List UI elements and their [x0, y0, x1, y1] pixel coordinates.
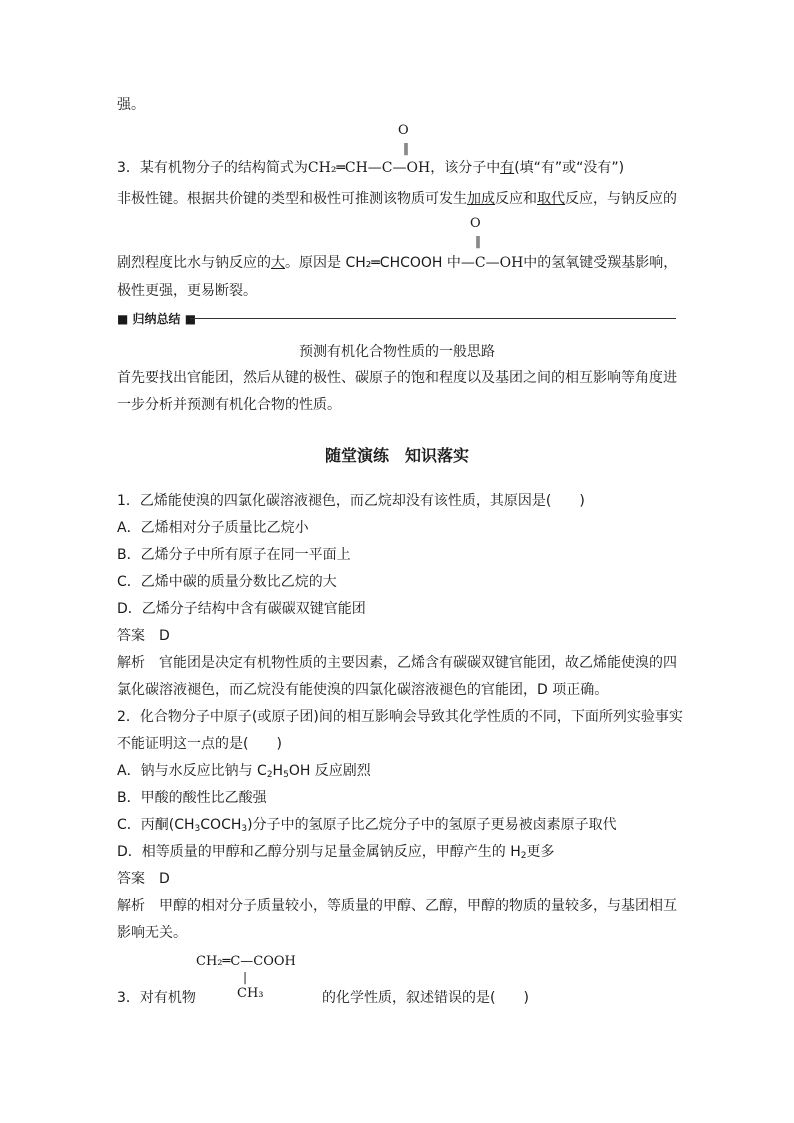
q3-formula-bond: | — [243, 970, 248, 984]
q2-option-c: C．丙酮$(CH_3COCH_3)$分子中的氢原子比乙烷分子中的氢原子更易被卤素原子取代 — [117, 817, 617, 834]
q1-option-a: A．乙烯相对分子质量比乙烷小 — [117, 520, 309, 536]
q1-option-d: D．乙烯分子结构中含有碳碳双键官能团 — [117, 601, 366, 617]
answer-blank-addition: 加成 — [467, 191, 495, 207]
q3-pre-line4: 极性更强，更易断裂。 — [117, 283, 257, 299]
q3-formula-methyl: CH₃ — [237, 986, 264, 1001]
answer-blank-you: 有 — [500, 160, 515, 176]
q1-option-c: C．乙烯中碳的质量分数比乙烷的大 — [117, 574, 337, 590]
carbonyl-oxygen: O — [398, 123, 409, 138]
summary-divider — [190, 318, 676, 319]
q1-option-b: B．乙烯分子中所有原子在同一平面上 — [117, 547, 351, 563]
carryover-text: 强。 — [117, 97, 145, 113]
q2-option-b: B．甲酸的酸性比乙酸强 — [117, 790, 267, 806]
q2-stem-line1: 2．化合物分子中原子(或原子团)间的相互影响会导致其化学性质的不同，下面所列实验事实 — [117, 709, 683, 725]
q2-option-d: D．相等质量的甲醇和乙醇分别与足量金属钠反应，甲醇产生的 $H_2$更多 — [117, 844, 555, 861]
q3-pre-line2: 非极性键。根据共价键的类型和极性可推测该物质可发生加成反应和取代反应，与钠反应的 — [117, 191, 677, 207]
carboxyl-group: —C—OH — [460, 255, 524, 271]
q2-option-a: A．钠与水反应比钠与 $C_2H_5OH$ 反应剧烈 — [117, 763, 371, 780]
q2-analysis-line2: 影响无关。 — [117, 925, 187, 941]
q2-analysis-line1: 解析 甲醇的相对分子质量较小，等质量的甲醇、乙醇，甲醇的物质的量较多，与基团相互 — [117, 898, 677, 914]
answer-blank-substitution: 取代 — [537, 191, 565, 207]
group-double-bond: ‖ — [475, 234, 481, 248]
structural-formula: CH₂═CH—C—OH — [307, 160, 431, 176]
q3-stem-pre: 3．对有机物 — [117, 990, 196, 1006]
summary-line1: 首先要找出官能团，然后从键的极性、碳原子的饱和程度以及基团之间的相互影响等角度进 — [117, 370, 677, 386]
summary-title: 预测有机化合物性质的一般思路 — [299, 344, 495, 360]
q1-analysis-line1: 解析 官能团是决定有机物性质的主要因素，乙烯含有碳碳双键官能团，故乙烯能使溴的四 — [117, 655, 677, 671]
q1-answer: 答案 D — [117, 628, 170, 644]
q3-stem-post: 的化学性质，叙述错误的是( ) — [322, 990, 529, 1006]
q1-analysis-line2: 氯化碳溶液褪色，而乙烷没有能使溴的四氯化碳溶液褪色的官能团，D 项正确。 — [117, 682, 609, 698]
summary-line2: 一步分析并预测有机化合物的性质。 — [117, 397, 341, 413]
q3-formula-top: CH₂═C—COOH — [196, 954, 296, 969]
q2-stem-line2: 不能证明这一点的是( ) — [117, 736, 282, 752]
q2-answer: 答案 D — [117, 871, 170, 887]
group-oxygen: O — [470, 216, 481, 231]
q3-pre-line1: 3．某有机物分子的结构简式为CH₂═CH—C—OH，该分子中有(填“有”或“没有”) — [117, 160, 625, 176]
summary-label: ■ 归纳总结 ■ — [117, 312, 197, 326]
double-bond-mark: ‖ — [403, 141, 409, 155]
q1-stem: 1．乙烯能使溴的四氯化碳溶液褪色，而乙烷却没有该性质，其原因是( ) — [117, 493, 585, 509]
answer-blank-larger: 大 — [271, 255, 285, 271]
section-title: 随堂演练 知识落实 — [324, 446, 469, 465]
q3-pre-line3: 剧烈程度比水与钠反应的大。原因是 CH₂═CHCOOH 中—C—OH中的氢氧键受羰基影响， — [117, 255, 678, 271]
